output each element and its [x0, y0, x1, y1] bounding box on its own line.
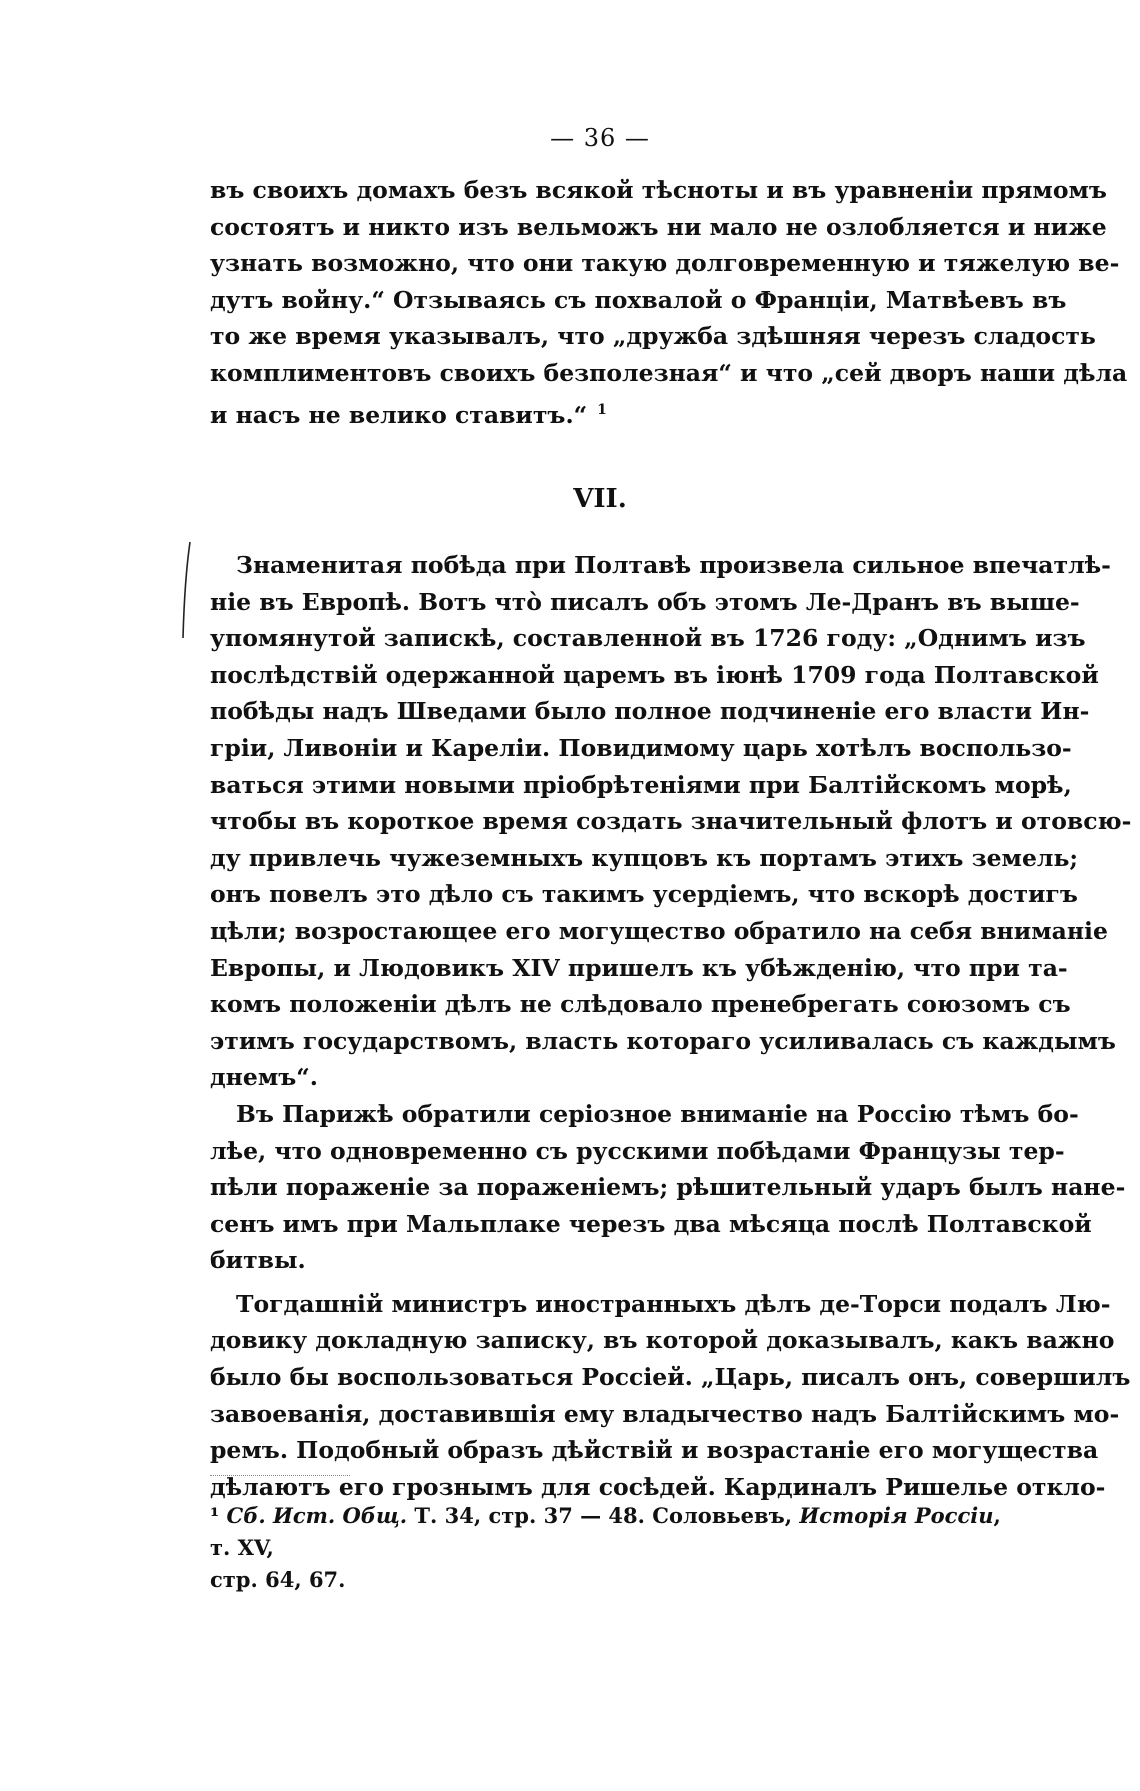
text-line: довику докладную записку, въ которой доказывалъ, какъ важно: [210, 1326, 1115, 1355]
footnote-source-title: Исторія Россіи: [799, 1503, 994, 1528]
paragraph: [210, 1286, 1131, 1506]
text-line: [210, 392, 1005, 433]
footnote-text: Т. 34, стр. 37 — 48. Соловьевъ,: [407, 1503, 800, 1528]
footnote-separator: [210, 1475, 350, 1476]
text-line: дутъ войну.“ Отзываясь съ похвалой о Франціи, Матвѣевъ въ: [210, 285, 1067, 314]
footnote-source-title: Сб. Ист. Общ.: [226, 1503, 408, 1528]
text-line: сенъ имъ при Мальплаке черезъ два мѣсяца послѣ Полтавской: [210, 1209, 1092, 1238]
text-line: комъ положеніи дѣлъ не слѣдовало пренебрегать союзомъ съ: [210, 990, 1071, 1019]
text-line: ваться этими новыми пріобрѣтеніями при Балтійскомъ морѣ,: [210, 770, 1072, 799]
paragraph: [210, 547, 1132, 1096]
text-line: лѣе, что одновременно съ русскими побѣдами Французы тер-: [210, 1136, 1065, 1165]
text-line: битвы.: [210, 1246, 306, 1275]
section-body: [210, 547, 1132, 1505]
text-line: цѣли; возростающее его могущество обратило на себя вниманіе: [210, 916, 1108, 945]
text-line: Европы, и Людовикъ XIV пришелъ къ убѣжденію, что при та-: [210, 953, 1068, 982]
text-line: было бы воспользоваться Россіей. „Царь, писалъ онъ, совершилъ: [210, 1363, 1131, 1392]
intro-paragraph: [210, 172, 1128, 433]
text-line: въ своихъ домахъ безъ всякой тѣсноты и въ уравненіи прямомъ: [210, 176, 1107, 204]
footnote-continuation: стр. 64, 67.: [210, 1567, 346, 1592]
text-line-content: и насъ не велико ставитъ.“: [210, 400, 588, 429]
text-line: упомянутой запискѣ, составленной въ 1726 году: „Однимъ изъ: [210, 624, 1086, 653]
text-line: этимъ государствомъ, власть котораго усиливалась съ каждымъ: [210, 1026, 1116, 1055]
text-line: комплиментовъ своихъ безполезная“ и что „сей дворъ наши дѣла: [210, 358, 1128, 387]
paragraph-gap: [210, 1279, 1005, 1286]
text-line: ремъ. Подобный образъ дѣйствій и возрастаніе его могущества: [210, 1436, 1099, 1465]
text-line: состоятъ и никто изъ вельможъ ни мало не озлобляется и ниже: [210, 212, 1107, 241]
margin-pencil-mark: [180, 540, 194, 640]
footnote: [210, 1500, 1005, 1564]
text-line: дѣлаютъ его грознымъ для сосѣдей. Кардиналъ Ришелье откло-: [210, 1472, 1106, 1501]
text-line: пѣли пораженіе за пораженіемъ; рѣшительный ударъ былъ нане-: [210, 1173, 1126, 1202]
text-line: ду привлечь чужеземныхъ купцовъ къ портамъ этихъ земель;: [210, 843, 1079, 872]
text-line: Знаменитая побѣда при Полтавѣ произвела сильное впечатлѣ-: [236, 551, 1111, 579]
text-line: то же время указывалъ, что „дружба здѣшняя черезъ сладость: [210, 322, 1096, 351]
text-line: ніе въ Европѣ. Вотъ что̀ писалъ объ этомъ Ле-Дранъ въ выше-: [210, 587, 1080, 616]
text-line: гріи, Ливоніи и Кареліи. Повидимому царь хотѣлъ воспользо-: [210, 733, 1072, 762]
text-line: Въ Парижѣ обратили серіозное вниманіе на Россію тѣмъ бо-: [236, 1099, 1079, 1128]
footnote-text: , т. XV,: [210, 1503, 1001, 1560]
text-line: чтобы въ короткое время создать значительный флотъ и отовсю-: [210, 807, 1132, 836]
text-line: узнать возможно, что они такую долговременную и тяжелую ве-: [210, 249, 1120, 278]
text-line: днемъ“.: [210, 1063, 318, 1092]
text-line: Тогдашній министръ иностранныхъ дѣлъ де-Торси подалъ Лю-: [236, 1289, 1111, 1318]
text-line: послѣдствій одержанной царемъ въ іюнѣ 1709 года Полтавской: [210, 660, 1099, 689]
text-line: онъ повелъ это дѣло съ такимъ усердіемъ, что вскорѣ достигъ: [210, 880, 1078, 909]
footnotes: [210, 1500, 1005, 1596]
page-number: — 36 —: [550, 124, 650, 152]
footnote-reference: 1: [597, 401, 607, 418]
text-line: завоеванія, доставившія ему владычество надъ Балтійскимъ мо-: [210, 1399, 1120, 1428]
footnote-marker: ¹: [210, 1503, 220, 1528]
text-line: побѣды надъ Шведами было полное подчиненіе его власти Ин-: [210, 697, 1090, 726]
paragraph: [210, 1096, 1126, 1279]
section-heading: VII.: [573, 484, 627, 514]
